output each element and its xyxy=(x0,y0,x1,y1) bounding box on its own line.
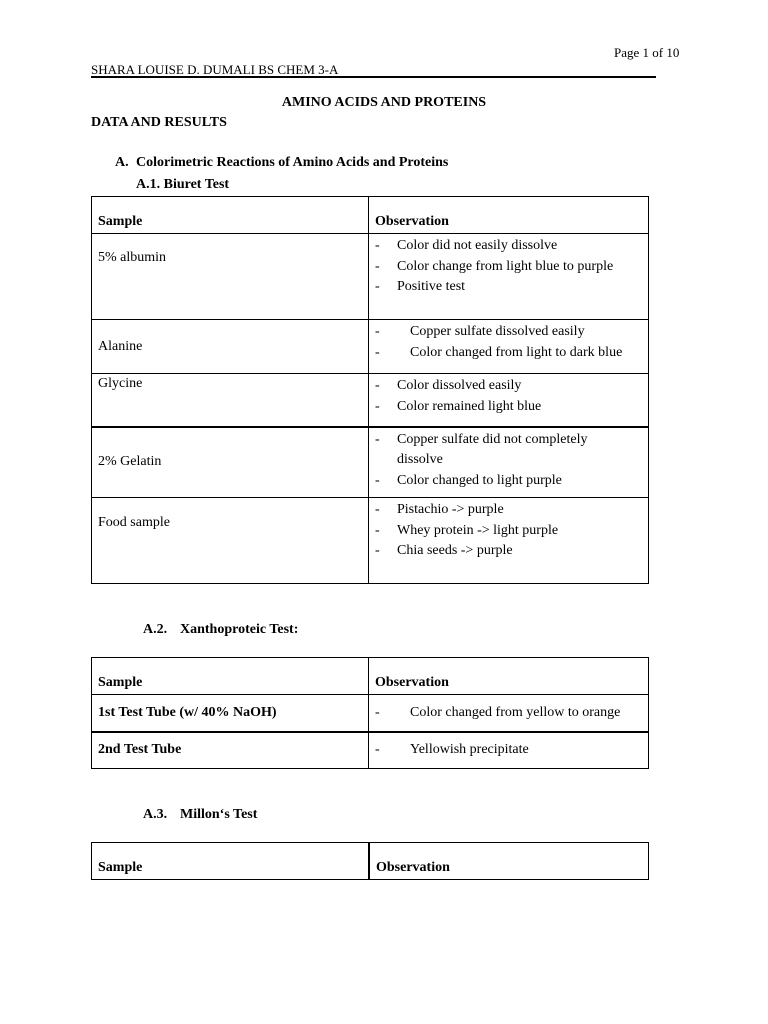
sample-cell: 2nd Test Tube xyxy=(92,732,369,769)
millon-table xyxy=(91,842,649,880)
biuret-table xyxy=(91,196,649,584)
table-row xyxy=(92,320,649,374)
xanthoproteic-heading xyxy=(143,622,298,638)
sample-cell: Food sample xyxy=(92,498,369,584)
page-number: Page 1 of 10 xyxy=(614,45,680,60)
col-sample-header: Sample xyxy=(92,658,369,695)
document-title: AMINO ACIDS AND PROTEINS xyxy=(281,95,487,110)
biuret-heading: A.1. Biuret Test xyxy=(136,177,230,192)
table-row xyxy=(92,695,649,732)
millon-number: A.3. xyxy=(143,807,168,822)
observation-line: - Positive test xyxy=(375,279,466,294)
observation-line: - Pistachio -> purple xyxy=(375,502,504,517)
header-rule xyxy=(91,76,656,78)
table-header-row xyxy=(92,658,649,695)
observation-cell xyxy=(369,234,649,320)
section-heading: DATA AND RESULTS xyxy=(91,115,227,130)
observation-line: - Color changed to light purple xyxy=(375,472,562,488)
table-header-row xyxy=(92,843,649,880)
observation-cell xyxy=(369,374,649,427)
observation-cell xyxy=(369,732,649,769)
col-observation-header: Observation xyxy=(369,843,649,880)
table-row xyxy=(92,427,649,498)
sample-cell: Glycine xyxy=(92,374,369,427)
section-a-heading xyxy=(115,155,448,171)
observation-line: - Color did not easily dissolve xyxy=(375,238,558,253)
table-row xyxy=(92,234,649,320)
table-header-row xyxy=(92,197,649,234)
xanthoproteic-title: Xanthoproteic Test: xyxy=(180,622,299,637)
section-a-title: Colorimetric Reactions of Amino Acids and Proteins xyxy=(136,155,449,170)
observation-line: - Chia seeds -> purple xyxy=(375,543,513,558)
observation-line: - Whey protein -> light purple xyxy=(375,522,559,538)
observation-line: - Copper sulfate dissolved easily xyxy=(375,324,585,339)
section-a-letter: A. xyxy=(115,155,129,170)
observation-cell xyxy=(369,498,649,584)
col-observation-header: Observation xyxy=(369,197,649,234)
table-row xyxy=(92,732,649,769)
xanthoproteic-number: A.2. xyxy=(143,622,168,637)
millon-title: Millon‘s Test xyxy=(180,807,258,822)
observation-cell xyxy=(369,427,649,498)
observation-cell xyxy=(369,695,649,732)
millon-heading xyxy=(143,807,257,823)
table-row xyxy=(92,498,649,584)
col-sample-header: Sample xyxy=(92,843,370,880)
observation-line: dissolve xyxy=(397,452,443,467)
sample-cell: 2% Gelatin xyxy=(92,427,369,498)
col-observation-header: Observation xyxy=(369,658,649,695)
author-line: SHARA LOUISE D. DUMALI BS CHEM 3-A xyxy=(91,62,339,77)
observation-line: - Color changed from yellow to orange xyxy=(375,704,621,720)
sample-cell: 1st Test Tube (w/ 40% NaOH) xyxy=(92,695,369,732)
observation-line: - Copper sulfate did not completely xyxy=(375,431,588,447)
observation-cell xyxy=(369,320,649,374)
xanthoproteic-table xyxy=(91,657,649,769)
observation-line: - Color remained light blue xyxy=(375,398,542,414)
table-row xyxy=(92,374,649,427)
observation-line: - Color dissolved easily xyxy=(375,378,522,393)
observation-line: - Color changed from light to dark blue xyxy=(375,344,623,360)
sample-cell: Alanine xyxy=(92,320,369,374)
observation-line: - Color change from light blue to purple xyxy=(375,258,614,274)
col-sample-header: Sample xyxy=(92,197,369,234)
observation-line: - Yellowish precipitate xyxy=(375,742,529,757)
sample-cell: 5% albumin xyxy=(92,234,369,320)
